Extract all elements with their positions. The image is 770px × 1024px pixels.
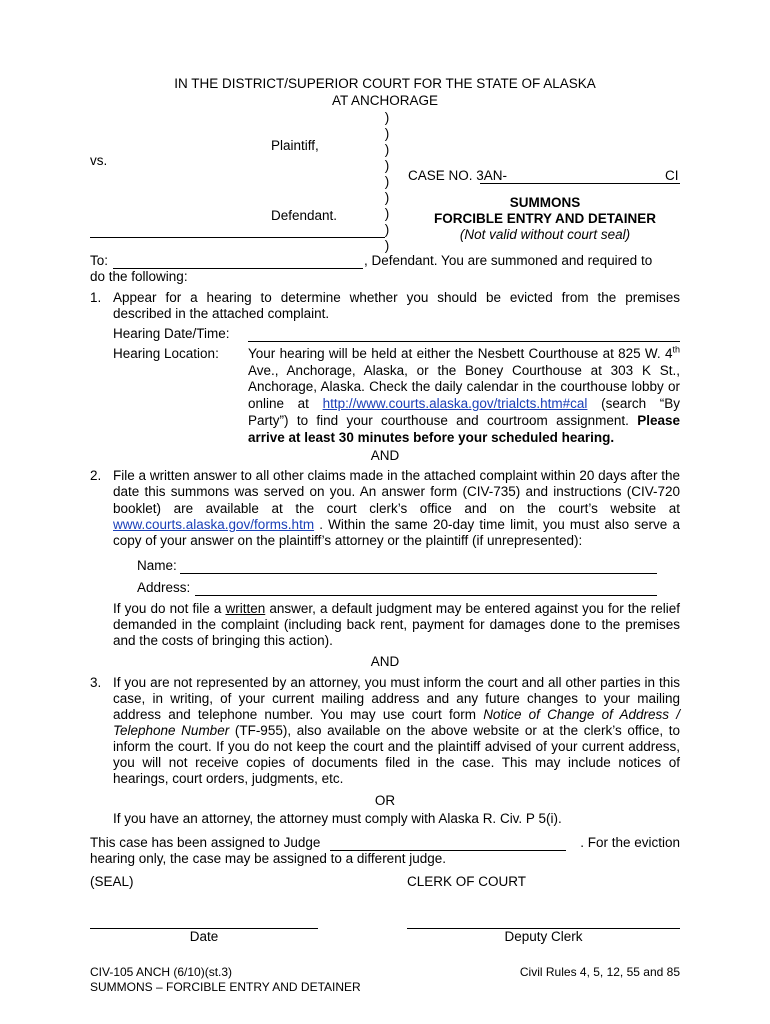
title-seal-note: (Not valid without court seal): [459, 227, 631, 242]
footer-left: [90, 965, 361, 995]
name-label: Name:: [137, 558, 177, 573]
defendant-name-line: [90, 237, 385, 238]
arrive-early-notice: Please arrive at least 30 minutes before your scheduled hearing.: [248, 412, 680, 445]
civil-rules: Civil Rules 4, 5, 12, 55 and 85: [519, 965, 680, 979]
hearing-date-line: [248, 341, 680, 342]
item1-line2: described in the attached complaint.: [113, 306, 330, 321]
title-forcible-entry: FORCIBLE ENTRY AND DETAINER: [433, 211, 656, 226]
item2-text: File a written answer to all other claims made in the attached complaint within 20 days after the date this summons was served on you. An answer form (CIV-735) and instructions (CIV-720 booklet) are available at the court clerk’s office and on the court’s website at www.courts.alaska.gov/forms.htm . Within the same 20-day time limit, you must also serve a copy of your answer on the plaintiff’s attorney or the plaintiff (if unrepresented):: [113, 468, 680, 549]
hearing-location-label: Hearing Location:: [113, 346, 219, 361]
vs-label: vs.: [90, 153, 108, 168]
case-number-suffix: CI: [665, 168, 679, 183]
item1-line1: Appear for a hearing to determine whether you should be evicted from the premises: [113, 290, 680, 305]
form-title: SUMMONS – FORCIBLE ENTRY AND DETAINER: [90, 980, 361, 994]
case-number-line: [480, 183, 680, 184]
deputy-clerk-label: Deputy Clerk: [504, 929, 583, 944]
defendant-label: Defendant.: [271, 208, 338, 223]
summoned-text: , Defendant. You are summoned and required to: [364, 253, 653, 268]
to-label: To:: [90, 253, 109, 268]
item3-number: 3.: [90, 675, 102, 690]
judge-line2: hearing only, the case may be assigned to a different judge.: [90, 851, 446, 866]
item2-number: 2.: [90, 468, 102, 483]
plaintiff-label: Plaintiff,: [271, 138, 319, 153]
trial-courts-link[interactable]: http://www.courts.alaska.gov/trialcts.htm#cal: [322, 396, 588, 412]
name-line: [180, 573, 657, 574]
default-judgment-text: If you do not file a written answer, a default judgment may be entered against you for the relief demanded in the complaint (including back rent, payment for damages done to the premises and the costs of bringing this action).: [113, 601, 681, 648]
document-title: [400, 195, 690, 243]
address-line: [195, 595, 657, 596]
clerk-of-court-label: CLERK OF COURT: [407, 874, 527, 889]
hearing-date-label: Hearing Date/Time:: [113, 326, 230, 341]
judge-label: This case has been assigned to Judge: [90, 835, 321, 850]
address-label: Address:: [137, 580, 191, 595]
do-following-text: do the following:: [90, 269, 188, 284]
court-line-1: IN THE DISTRICT/SUPERIOR COURT FOR THE STATE OF ALASKA: [174, 76, 596, 91]
judge-eviction-text: . For the eviction: [580, 835, 680, 850]
item3-text: If you are not represented by an attorney, you must inform the court and all other parties in this case, in writing, of your current mailing address and any future changes to your mailing address and telephone number. You may use court form Notice of Change of Address / Telephone Number (TF-955), also available on the above website or at the clerk’s office, to inform the court. If you do not keep the court and the plaintiff advised of your current address, you will not receive copies of documents filed in the case. This may include notices of hearings, court orders, judgments, etc.: [113, 675, 680, 786]
court-line-2: AT ANCHORAGE: [331, 93, 439, 108]
item1-number: 1.: [90, 290, 102, 305]
and-separator-2: AND: [370, 654, 400, 669]
or-separator: OR: [374, 793, 396, 808]
item1-text: [113, 290, 680, 322]
date-label: Date: [189, 929, 219, 944]
case-number-label: CASE NO. 3AN-: [408, 168, 508, 183]
forms-link[interactable]: www.courts.alaska.gov/forms.htm: [113, 516, 315, 532]
hearing-location-text: Your hearing will be held at either the Nesbett Courthouse at 825 W. 4th Ave., Anchorage, Alaska, or the Boney Courthouse at 303 K St., Anchorage, Alaska. Check the daily calendar in the courthouse lobby or online at http://www.courts.alaska.gov/trialcts.htm#cal (search “By Party”) to find your courthouse and courtroom assignment. Please arrive at least 30 minutes before your scheduled hearing.: [248, 344, 680, 445]
and-separator-1: AND: [370, 448, 400, 463]
seal-label: (SEAL): [90, 874, 134, 889]
title-summons: SUMMONS: [509, 195, 581, 210]
form-id: CIV-105 ANCH (6/10)(st.3): [90, 965, 233, 979]
attorney-line: If you have an attorney, the attorney must comply with Alaska R. Civ. P 5(i).: [113, 811, 562, 826]
court-heading: [0, 75, 770, 109]
